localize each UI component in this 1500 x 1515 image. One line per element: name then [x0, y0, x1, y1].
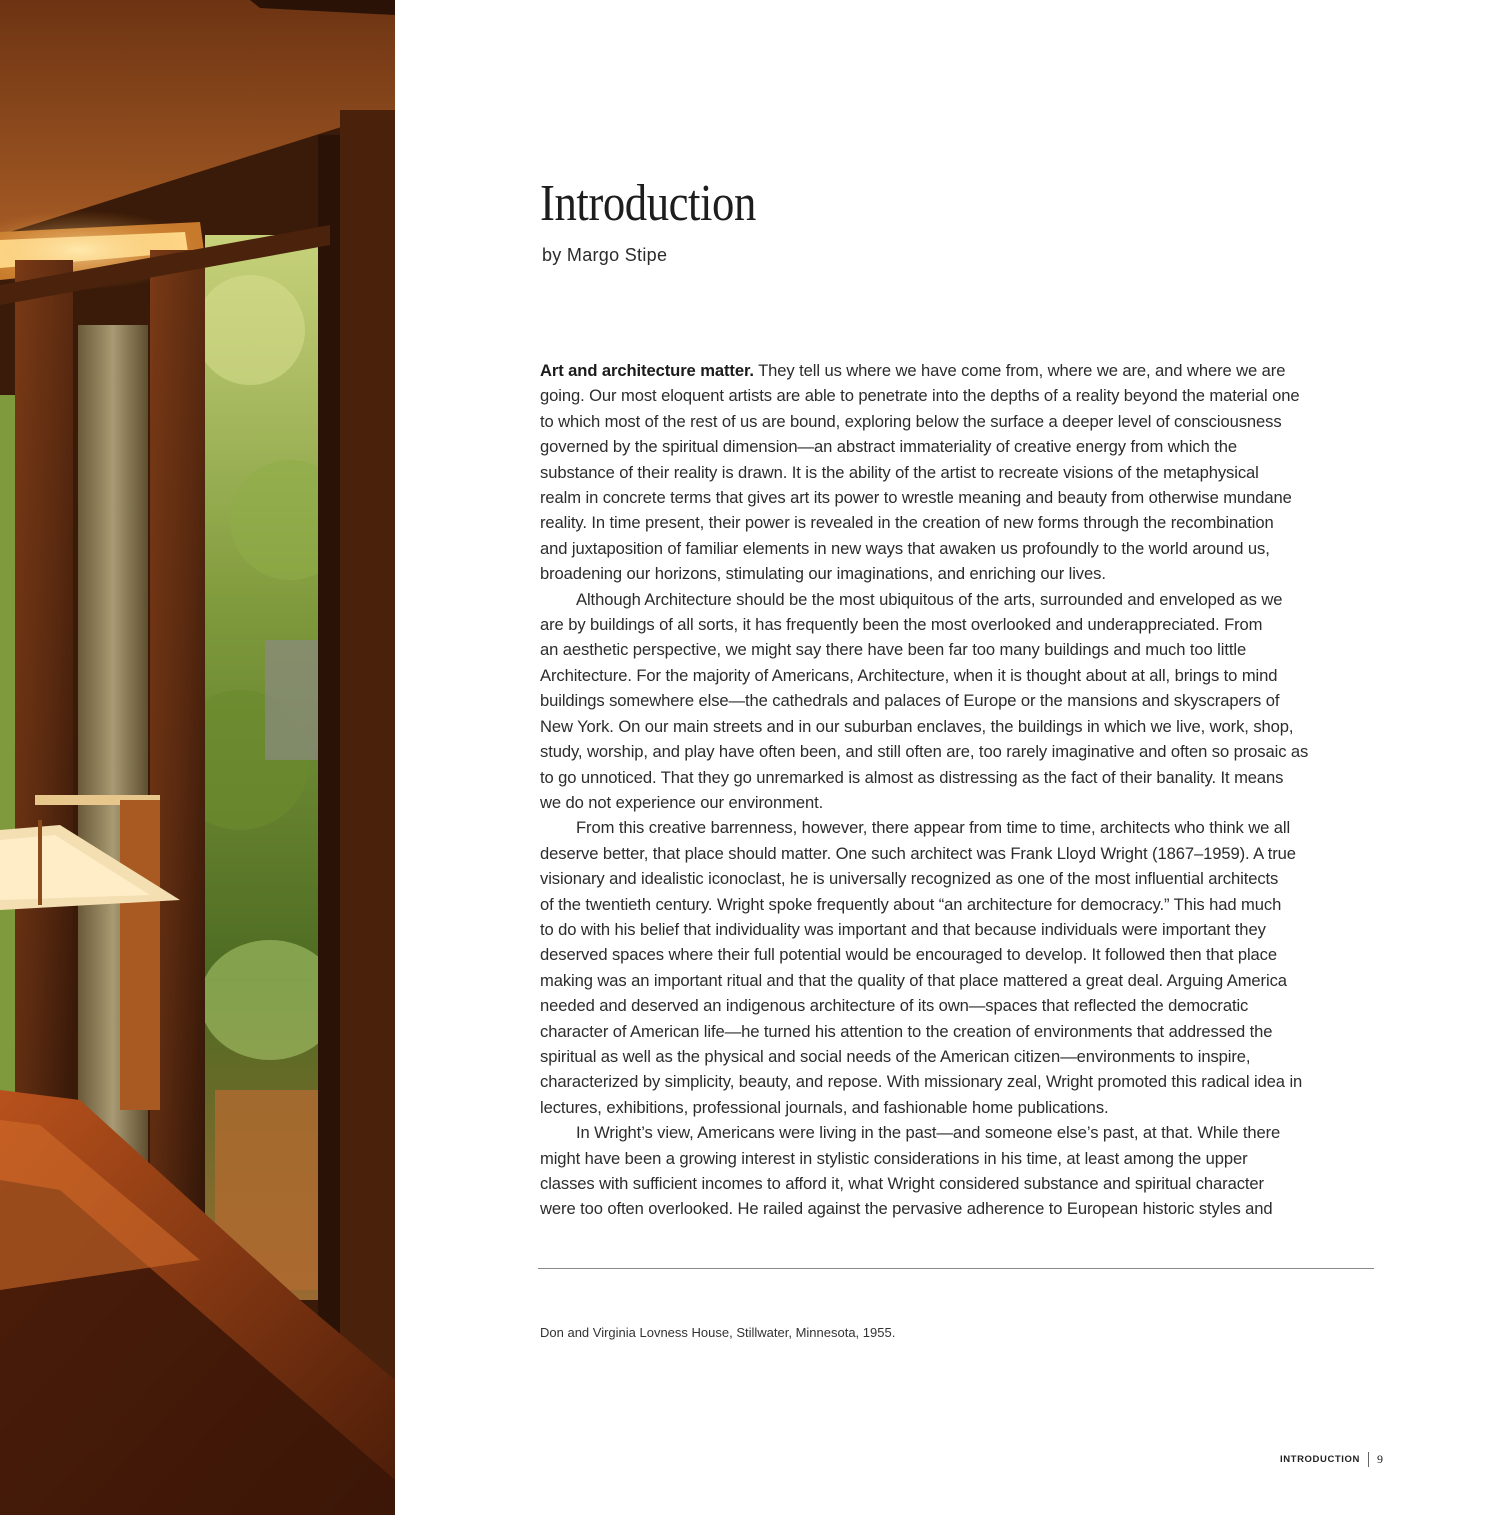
body-line: visionary and idealistic iconoclast, he is universally recognized as one of the most influential architects: [540, 869, 1279, 889]
body-line: realm in concrete terms that gives art its power to wrestle meaning and beauty from otherwise mundane: [540, 488, 1292, 508]
body-line: lectures, exhibitions, professional journals, and fashionable home publications.: [540, 1097, 1109, 1117]
body-line: of the twentieth century. Wright spoke frequently about “an architecture for democracy.” This had much: [540, 894, 1282, 914]
body-line: Architecture. For the majority of Americans, Architecture, when it is thought about at all, brings to mind: [540, 665, 1278, 685]
photo-caption: Don and Virginia Lovness House, Stillwater, Minnesota, 1955.: [540, 1325, 896, 1340]
folio-divider: [1368, 1452, 1369, 1467]
page-title: Introduction: [540, 175, 756, 232]
interior-photo-graphic: [0, 0, 395, 1515]
body-line: deserved spaces where their full potential would be encouraged to develop. It followed then that place: [540, 945, 1278, 965]
body-line: and juxtaposition of familiar elements in new ways that awaken us profoundly to the world around us,: [540, 538, 1270, 558]
page-footer: [1280, 1452, 1383, 1467]
body-line: were too often overlooked. He railed against the pervasive adherence to European historic styles and: [540, 1199, 1273, 1219]
body-line: going. Our most eloquent artists are able to penetrate into the depths of a reality beyond the material one: [540, 386, 1300, 406]
author-byline: by Margo Stipe: [542, 245, 668, 265]
body-line: reality. In time present, their power is revealed in the creation of new forms through the recombination: [540, 513, 1274, 533]
body-line: study, worship, and play have often been, and still often are, too rarely imaginative and often so prosaic as: [540, 742, 1309, 762]
body-line: needed and deserved an indigenous architecture of its own—spaces that reflected the democratic: [540, 996, 1249, 1016]
body-line: character of American life—he turned his attention to the creation of environments that addressed the: [540, 1021, 1273, 1041]
lead-in: Art and architecture matter.: [540, 361, 754, 380]
interior-photo: [0, 0, 395, 1515]
body-line: might have been a growing interest in stylistic considerations in his time, at least among the upper: [540, 1148, 1248, 1168]
body-line: Although Architecture should be the most ubiquitous of the arts, surrounded and enveloped as we: [576, 589, 1283, 609]
body-text: [540, 358, 1390, 1222]
body-line: In Wright’s view, Americans were living in the past—and someone else’s past, at that. While there: [576, 1123, 1281, 1143]
body-line: to do with his belief that individuality was important and that because individuals were important they: [540, 919, 1266, 939]
body-line: an aesthetic perspective, we might say there have been far too many buildings and much too little: [540, 640, 1247, 660]
body-line: governed by the spiritual dimension—an abstract immateriality of creative energy from which the: [540, 437, 1237, 457]
body-line: buildings somewhere else—the cathedrals and palaces of Europe or the mansions and skyscrapers of: [540, 691, 1280, 711]
body-line: deserve better, that place should matter. One such architect was Frank Lloyd Wright (1867–1959). A true: [540, 843, 1296, 863]
body-line: Art and architecture matter. They tell us where we have come from, where we are, and where we are: [540, 361, 1286, 380]
body-line: we do not experience our environment.: [540, 792, 824, 812]
body-line: classes with sufficient incomes to afford it, what Wright considered substance and spiritual character: [540, 1174, 1264, 1193]
body-line: substance of their reality is drawn. It is the ability of the artist to recreate visions of the metaphysical: [540, 462, 1259, 482]
body-line: are by buildings of all sorts, it has frequently been the most overlooked and underappreciated. From: [540, 615, 1263, 635]
body-line: broadening our horizons, stimulating our imaginations, and enriching our lives.: [540, 564, 1106, 584]
caption-divider: [538, 1268, 1374, 1269]
body-line: spiritual as well as the physical and social needs of the American citizen—environments to inspire,: [540, 1046, 1251, 1066]
body-line: to go unnoticed. That they go unremarked is almost as distressing as the fact of their banality. It means: [540, 767, 1284, 787]
body-line: characterized by simplicity, beauty, and repose. With missionary zeal, Wright promoted this radical idea in: [540, 1072, 1303, 1092]
body-line: From this creative barrenness, however, there appear from time to time, architects who think we all: [576, 818, 1291, 838]
body-line: making was an important ritual and that the quality of that place mattered a great deal. Arguing America: [540, 970, 1287, 990]
running-section-label: INTRODUCTION: [1279, 1454, 1360, 1465]
body-line: New York. On our main streets and in our suburban enclaves, the buildings in which we live, work, shop,: [540, 716, 1294, 736]
page-number: 9: [1377, 1452, 1383, 1466]
body-line: to which most of the rest of us are bound, exploring below the surface a deeper level of consciousness: [540, 411, 1282, 431]
